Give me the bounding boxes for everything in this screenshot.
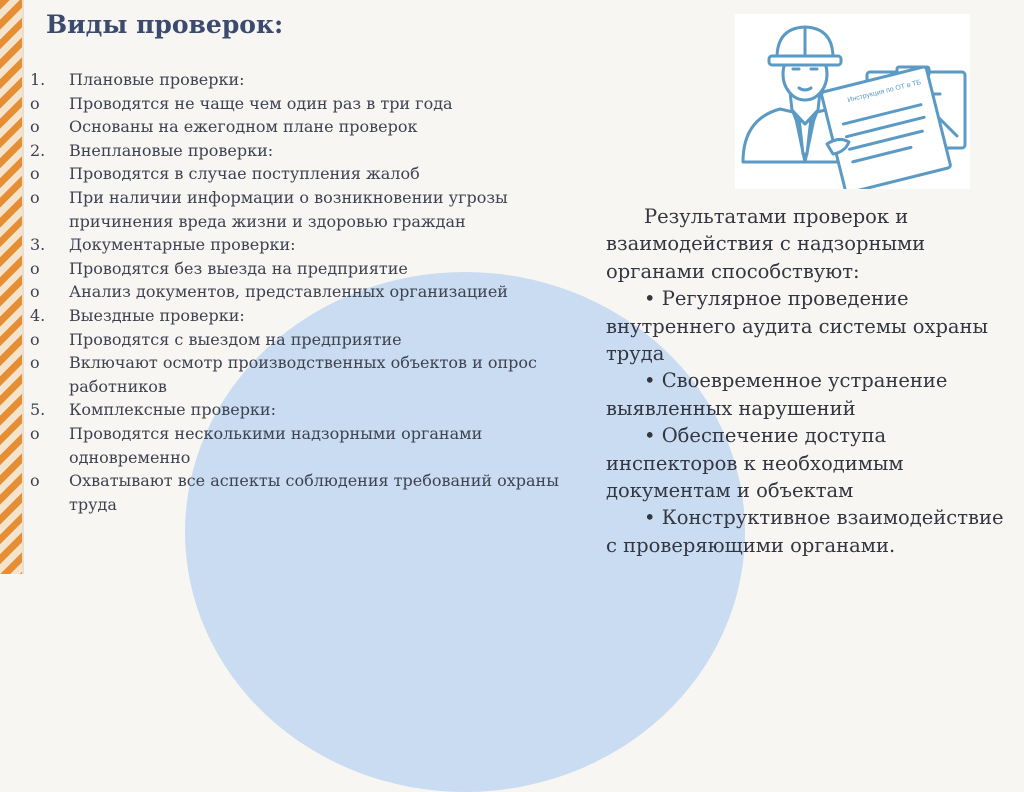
list-item: [30, 162, 590, 186]
decorative-stripe: [0, 0, 22, 574]
list-item: [30, 186, 590, 233]
check-types-list: [30, 68, 590, 516]
list-item: [30, 68, 590, 92]
list-item-text: Внеплановые проверки:: [69, 140, 274, 160]
list-item: [30, 139, 590, 163]
document-title-label: Инструкция по ОТ в ТБ: [846, 79, 922, 105]
list-marker: o: [30, 471, 40, 491]
list-marker: o: [30, 187, 40, 207]
list-item-text: Проводятся в случае поступления жалоб: [69, 164, 420, 184]
inspector-with-documents-icon: [735, 14, 970, 189]
list-item-text: Выездные проверки:: [69, 305, 245, 325]
list-item: [30, 398, 590, 422]
list-item-text: При наличии информации о возникновении угрозы причинения вреда жизни и здоровью граждан: [69, 187, 508, 231]
results-block: [606, 203, 1016, 559]
list-item: [30, 280, 590, 304]
list-marker: o: [30, 258, 40, 278]
list-item-text: Плановые проверки:: [69, 70, 245, 89]
list-item-text: Проводятся несколькими надзорными органами одновременно: [69, 423, 483, 467]
results-bullet: • Своевременное устранение выявленных нарушений: [606, 369, 948, 420]
list-marker: 4.: [30, 305, 46, 325]
page-title: Виды проверок:: [46, 10, 284, 39]
list-marker: o: [30, 164, 40, 184]
list-item: [30, 328, 590, 352]
list-marker: 3.: [30, 235, 46, 255]
list-item-text: Анализ документов, представленных организацией: [69, 282, 508, 302]
list-marker: o: [30, 353, 40, 373]
list-item: [30, 257, 590, 281]
list-item-text: Комплексные проверки:: [69, 400, 276, 420]
list-item: [30, 115, 590, 139]
list-item: [30, 92, 590, 116]
list-item: [30, 351, 590, 398]
list-item-text: Документарные проверки:: [69, 235, 296, 255]
list-item-text: Проводятся с выездом на предприятие: [69, 329, 402, 349]
list-marker: o: [30, 282, 40, 302]
list-marker: 1.: [30, 70, 46, 89]
list-item: [30, 469, 590, 516]
list-marker: o: [30, 93, 40, 113]
list-item: [30, 422, 590, 469]
list-item-text: Основаны на ежегодном плане проверок: [69, 117, 418, 137]
results-bullet: • Обеспечение доступа инспекторов к необходимым документам и объектам: [606, 424, 904, 503]
list-item: [30, 304, 590, 328]
list-marker: 2.: [30, 140, 46, 160]
list-item-text: Проводятся не чаще чем один раз в три года: [69, 93, 453, 113]
list-item-text: Включают осмотр производственных объектов и опрос работников: [69, 353, 537, 396]
list-item-text: Охватывают все аспекты соблюдения требований охраны труда: [69, 471, 559, 514]
list-item: [30, 233, 590, 257]
list-marker: 5.: [30, 400, 46, 420]
list-item-text: Проводятся без выезда на предприятие: [69, 258, 408, 278]
list-marker: o: [30, 329, 40, 349]
results-intro: Результатами проверок и взаимодействия с надзорными органами способствуют:: [606, 205, 926, 283]
results-bullet: • Регулярное проведение внутреннего аудита системы охраны труда: [606, 287, 989, 366]
list-marker: o: [30, 117, 40, 137]
stripe-edge: [22, 0, 24, 574]
list-marker: o: [30, 423, 40, 443]
results-bullet: • Конструктивное взаимодействие с проверяющими органами.: [606, 506, 1004, 557]
